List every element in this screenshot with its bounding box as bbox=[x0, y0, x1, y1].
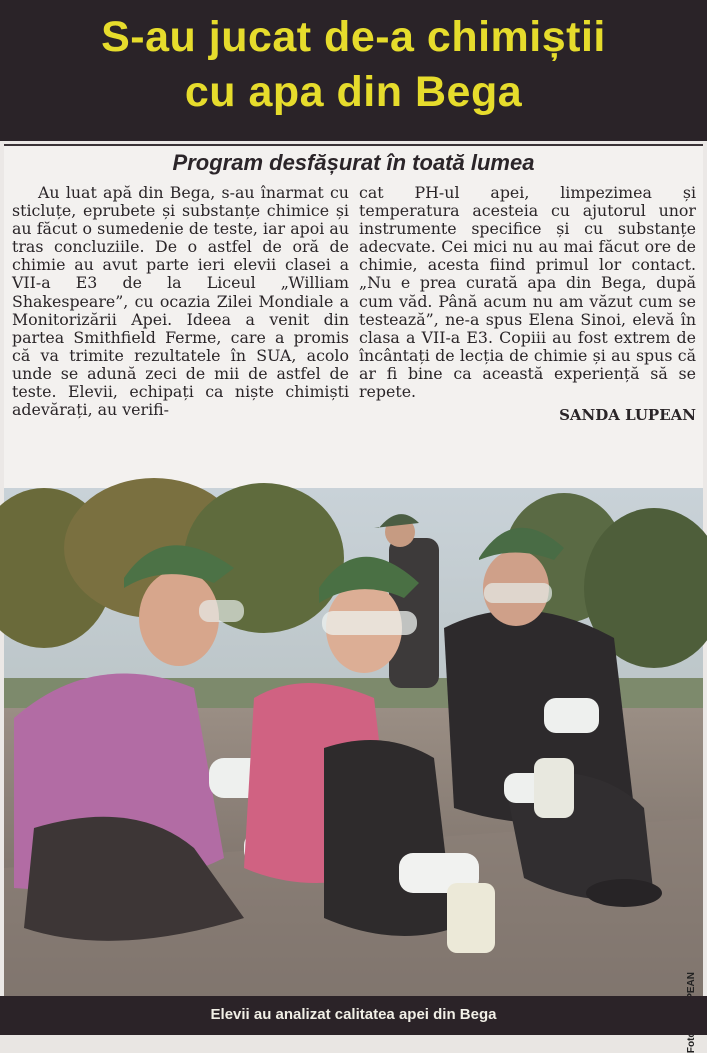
article-paragraph-2: cat PH-ul apei, limpezimea și temperatura acesteia cu ajutorul unor instrumente specifice și cu substanțe adecvate. Cei mici nu au mai făcut ore de chimie, acesta fiind primul lor contact. „Nu e prea curată apa din Bega, după cum văd. Până acum nu am văzut cum se testează”, ne-a spus Elena Sinoi, elevă în clasa a VII-a E3. Copiii au fost extrem de încântați de lecția de chimie și au spus că ar fi bine ca această experiență să se repete. bbox=[359, 183, 696, 402]
article-photo bbox=[4, 488, 703, 996]
headline bbox=[0, 10, 707, 120]
headline-line-2: cu apa din Bega bbox=[184, 68, 523, 116]
photo-caption: Elevii au analizat calitatea apei din Bega bbox=[210, 1006, 497, 1023]
article-paragraph-1: Au luat apă din Bega, s-au înarmat cu sticluțe, eprubete și substanțe chimice și au făcut o sumedenie de teste, iar apoi au tras concluziile. De o astfel de oră de chimie au avut parte ieri elevii clasei a VII-a E3 de la Liceul „William Shakespeare”, cu ocazia Zilei Mondiale a Monitorizării Apei. Ideea a venit din partea Smithfield Ferme, care a promis că va trimite rezultatele în SUA, acolo unde se adună zeci de mii de astfel de teste. Elevii, echipați ca niște chimiști adevărați, au verifi- bbox=[12, 183, 349, 420]
caption-bar bbox=[0, 996, 707, 1035]
article-columns bbox=[12, 184, 696, 424]
headline-line-1: S-au jucat de-a chimiștii bbox=[101, 13, 606, 61]
photo-illustration bbox=[4, 488, 703, 996]
article-subhead: Program desfășurat în toată lumea bbox=[172, 150, 535, 175]
article-box bbox=[4, 144, 703, 489]
article-byline: SANDA LUPEAN bbox=[559, 406, 696, 425]
article-column-1 bbox=[12, 184, 349, 424]
article-column-2 bbox=[359, 184, 696, 424]
headline-band bbox=[0, 0, 707, 141]
